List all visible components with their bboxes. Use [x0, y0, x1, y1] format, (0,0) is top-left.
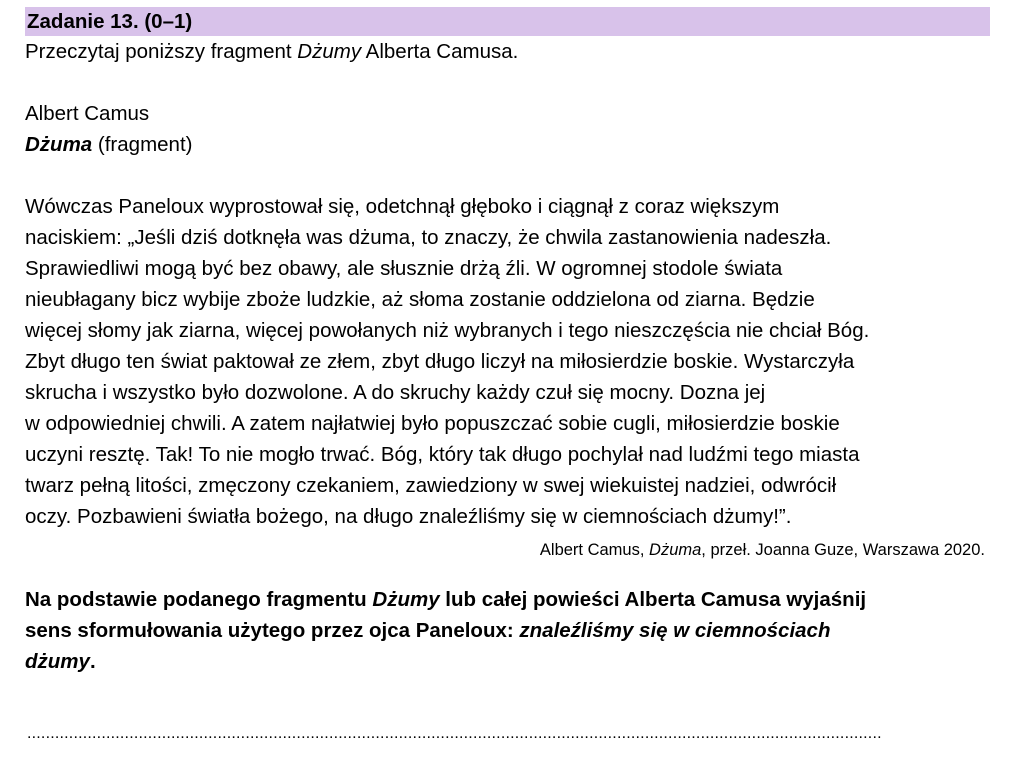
- passage-line: naciskiem: „Jeśli dziś dotknęła was dżuma, to znaczy, że chwila zastanowienia nadeszła.: [25, 226, 832, 249]
- instruction-text-after: Alberta Camusa.: [361, 40, 519, 63]
- spacer: [25, 160, 990, 191]
- task-instruction: [25, 36, 990, 67]
- citation-author: Albert Camus,: [539, 541, 650, 559]
- passage-line: Zbyt długo ten świat paktował ze złem, zbyt długo liczył na miłosierdzie boskie. Wystarczyła: [25, 350, 855, 373]
- question-book-title: Dżumy: [372, 588, 440, 611]
- question-text: Na podstawie podanego fragmentu: [25, 588, 373, 611]
- task-header: Zadanie 13. (0–1): [25, 7, 990, 36]
- question-line: [25, 615, 990, 646]
- passage-line: uczyni resztę. Tak! To nie mogło trwać. Bóg, który tak długo pochylał nad ludźmi tego miasta: [25, 443, 860, 466]
- question-text: lub całej powieści Alberta Camusa wyjaśnij: [439, 588, 867, 611]
- passage-line: więcej słomy jak ziarna, więcej powołanych niż wybranych i tego nieszczęścia nie chciał Bóg.: [25, 319, 870, 342]
- question-text: sens sformułowania użytego przez ojca Paneloux:: [25, 619, 520, 642]
- excerpt-passage: [25, 191, 990, 532]
- task-question: [25, 584, 990, 677]
- exam-page: [25, 7, 990, 677]
- spacer: [25, 67, 990, 98]
- excerpt-title-note: (fragment): [92, 133, 193, 156]
- source-citation: [25, 538, 985, 562]
- instruction-book-title: Dżumy: [297, 40, 362, 63]
- passage-line: w odpowiedniej chwili. A zatem najłatwiej było popuszczać sobie cugli, miłosierdzie boskie: [25, 412, 840, 435]
- passage-line: twarz pełną litości, zmęczony czekaniem, zawiedziony w swej wiekuistej nadziei, odwrócił: [25, 474, 837, 497]
- citation-title: Dżuma: [649, 541, 702, 559]
- question-quote: znaleźliśmy się w ciemnościach: [519, 619, 831, 642]
- citation-details: , przeł. Joanna Guze, Warszawa 2020.: [701, 541, 985, 559]
- question-line: [25, 646, 990, 677]
- question-text: .: [89, 650, 96, 673]
- answer-dotted-line[interactable]: ........................................................................................................................................................................................: [27, 725, 882, 742]
- passage-line: Wówczas Paneloux wyprostował się, odetchnął głęboko i ciągnął z coraz większym: [25, 195, 780, 218]
- passage-line: oczy. Pozbawieni światła bożego, na długo znaleźliśmy się w ciemnościach dżumy!”.: [25, 505, 792, 528]
- instruction-text-before: Przeczytaj poniższy fragment: [25, 40, 298, 63]
- passage-line: nieubłagany bicz wybije zboże ludzkie, aż słoma zostanie oddzielona od ziarna. Będzie: [25, 288, 815, 311]
- question-line: [25, 584, 990, 615]
- passage-line: skrucha i wszystko było dozwolone. A do skruchy każdy czuł się mocny. Dozna jej: [25, 381, 766, 404]
- excerpt-title-line: [25, 129, 990, 160]
- excerpt-title: Dżuma: [25, 133, 93, 156]
- passage-line: Sprawiedliwi mogą być bez obawy, ale słusznie drżą źli. W ogromnej stodole świata: [25, 257, 783, 280]
- excerpt-author: Albert Camus: [25, 102, 150, 125]
- question-quote: dżumy: [25, 650, 90, 673]
